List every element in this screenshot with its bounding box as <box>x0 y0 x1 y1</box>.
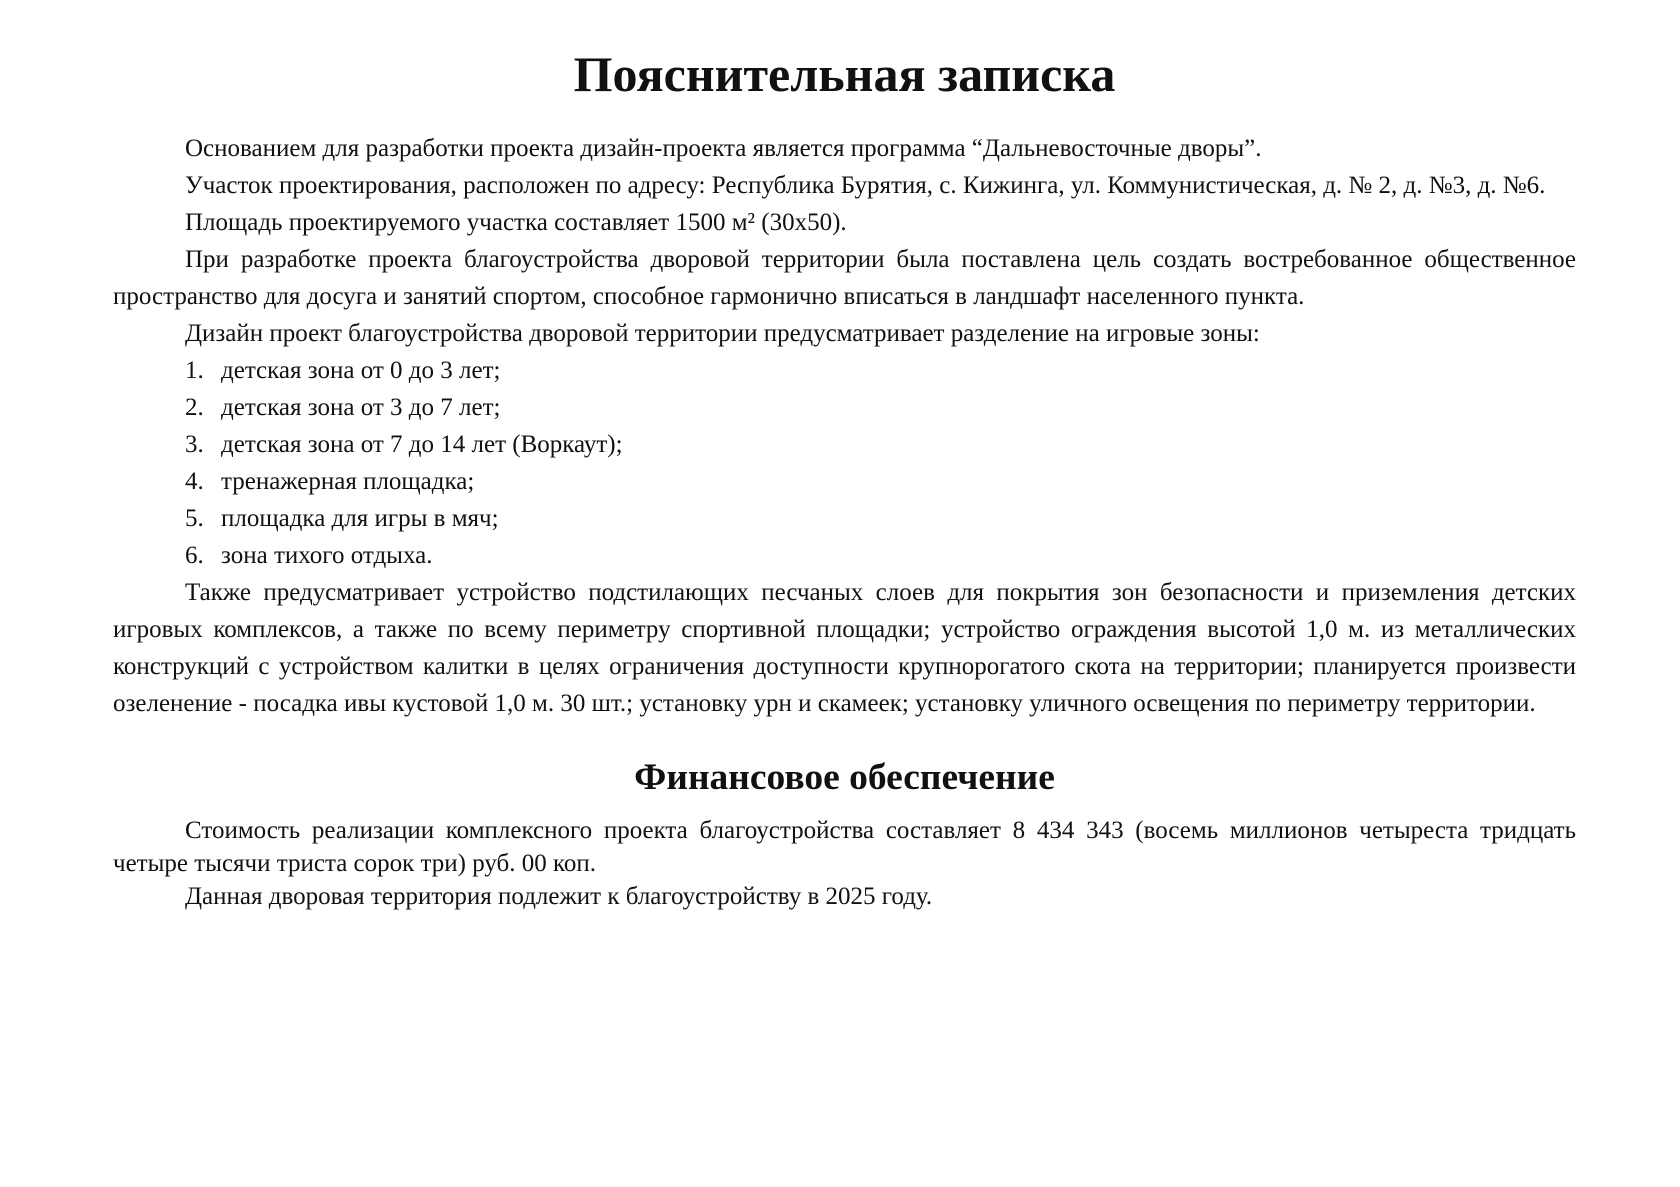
list-item <box>113 352 1576 389</box>
zones-list <box>113 352 1576 574</box>
finance-title: Финансовое обеспечение <box>634 757 1055 798</box>
paragraph-basis: Основанием для разработки проекта дизайн-проекта является программа “Дальневосточные дворы”. <box>185 135 1262 162</box>
list-item-number: 2. <box>185 394 204 421</box>
list-item <box>113 537 1576 574</box>
list-item-number: 6. <box>185 542 204 569</box>
list-item-number: 5. <box>185 505 204 532</box>
paragraph-zones-intro: Дизайн проект благоустройства дворовой территории предусматривает разделение на игровые зоны: <box>185 320 1260 347</box>
paragraph-goal: При разработке проекта благоустройства дворовой территории была поставлена цель создать востребованное общественное пространство для досуга и занятий спортом, способное гармонично вписаться в ландшафт населенного пункта. <box>113 246 1576 310</box>
paragraph-year: Данная дворовая территория подлежит к благоустройству в 2025 году. <box>185 883 933 910</box>
list-item-text: тренажерная площадка; <box>221 468 475 495</box>
list-item-text: площадка для игры в мяч; <box>221 505 499 532</box>
list-item-text: детская зона от 7 до 14 лет (Воркаут); <box>221 431 623 458</box>
document-page <box>113 46 1576 913</box>
list-item <box>113 463 1576 500</box>
list-item-text: зона тихого отдыха. <box>221 542 433 569</box>
list-item <box>113 389 1576 426</box>
paragraph-cost: Стоимость реализации комплексного проекта благоустройства составляет 8 434 343 (восемь миллионов четыреста тридцать четыре тысячи триста сорок три) руб. 00 коп. <box>113 817 1576 877</box>
list-item-number: 4. <box>185 468 204 495</box>
list-item-number: 3. <box>185 431 204 458</box>
list-item-number: 1. <box>185 357 204 384</box>
paragraph-area: Площадь проектируемого участка составляет 1500 м² (30х50). <box>185 209 847 236</box>
list-item-text: детская зона от 3 до 7 лет; <box>221 394 501 421</box>
paragraph-address: Участок проектирования, расположен по адресу: Республика Бурятия, с. Кижинга, ул. Коммунистическая, д. № 2, д. №3, д. №6. <box>185 172 1546 199</box>
list-item-text: детская зона от 0 до 3 лет; <box>221 357 501 384</box>
list-item <box>113 426 1576 463</box>
paragraph-details: Также предусматривает устройство подстилающих песчаных слоев для покрытия зон безопасности и приземления детских игровых комплексов, а также по всему периметру спортивной площадки; устройство ограждения высотой 1,0 м. из металлических конструкций с устройством калитки в целях ограничения доступности крупнорогатого скота на территории; планируется произвести озеленение - посадка ивы кустовой 1,0 м. 30 шт.; установку урн и скамеек; установку уличного освещения по периметру территории. <box>113 579 1576 717</box>
document-title: Пояснительная записка <box>573 46 1116 102</box>
list-item <box>113 500 1576 537</box>
finance-section <box>113 814 1576 913</box>
